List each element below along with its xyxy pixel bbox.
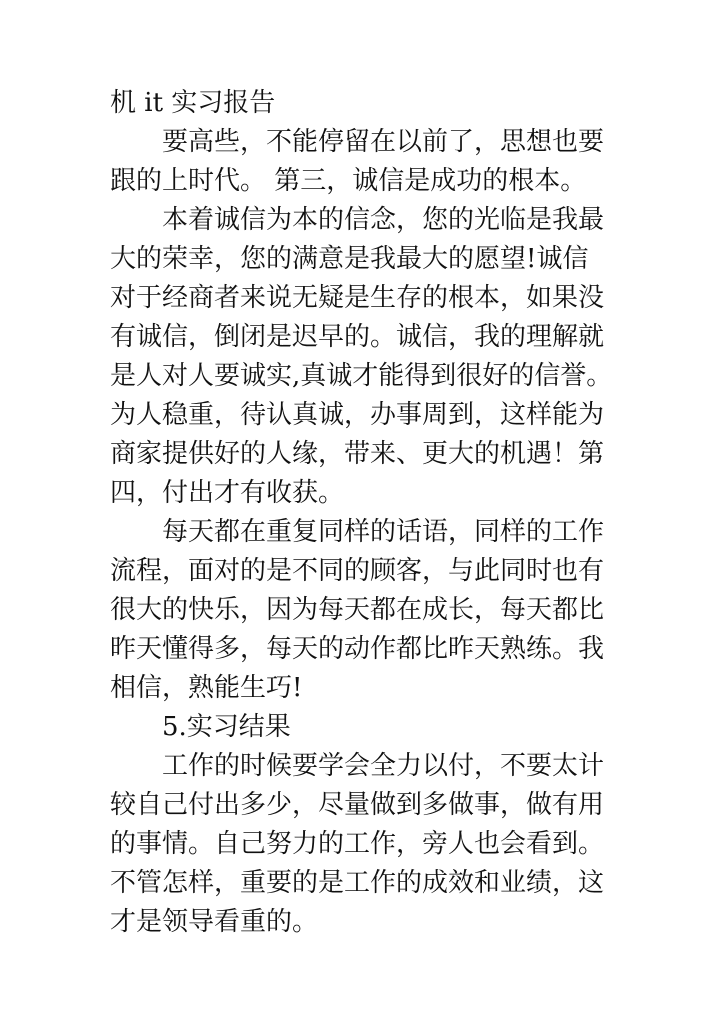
text-line: 本着诚信为本的信念，您的光临是我最	[162, 205, 605, 235]
document-title: 机 it 实习报告	[110, 88, 276, 118]
text-line: 的事情。自己努力的工作，旁人也会看到。	[110, 829, 605, 859]
text-line: 不管怎样，重要的是工作的成效和业绩，这	[110, 868, 605, 898]
section-heading: 5.实习结果	[162, 712, 291, 742]
text-line: 每天都在重复同样的话语，同样的工作	[162, 517, 605, 547]
text-line: 较自己付出多少，尽量做到多做事，做有用	[110, 790, 605, 820]
text-line: 大的荣幸，您的满意是我最大的愿望!诚信	[110, 244, 589, 274]
text-line: 流程，面对的是不同的顾客，与此同时也有	[110, 556, 605, 586]
text-line: 工作的时候要学会全力以付，不要太计	[162, 751, 605, 781]
text-line: 为人稳重，待认真诚，办事周到，这样能为	[110, 400, 605, 430]
text-line: 才是领导看重的。	[110, 907, 319, 937]
text-line: 相信，熟能生巧!	[110, 673, 303, 703]
text-line: 商家提供好的人缘，带来、更大的机遇！第	[110, 439, 605, 469]
text-line: 跟的上时代。 第三，诚信是成功的根本。	[110, 166, 587, 196]
document-page	[110, 84, 630, 942]
text-line: 昨天懂得多，每天的动作都比昨天熟练。我	[110, 634, 605, 664]
text-line: 对于经商者来说无疑是生存的根本，如果没	[110, 283, 605, 313]
text-line: 四，付出才有收获。	[110, 478, 345, 508]
text-line: 很大的快乐，因为每天都在成长，每天都比	[110, 595, 605, 625]
text-line: 是人对人要诚实,真诚才能得到很好的信誉。	[110, 361, 613, 391]
document-body	[110, 123, 630, 942]
text-line: 有诚信，倒闭是迟早的。诚信，我的理解就	[110, 322, 605, 352]
text-line: 要高些，不能停留在以前了，思想也要	[162, 127, 605, 157]
